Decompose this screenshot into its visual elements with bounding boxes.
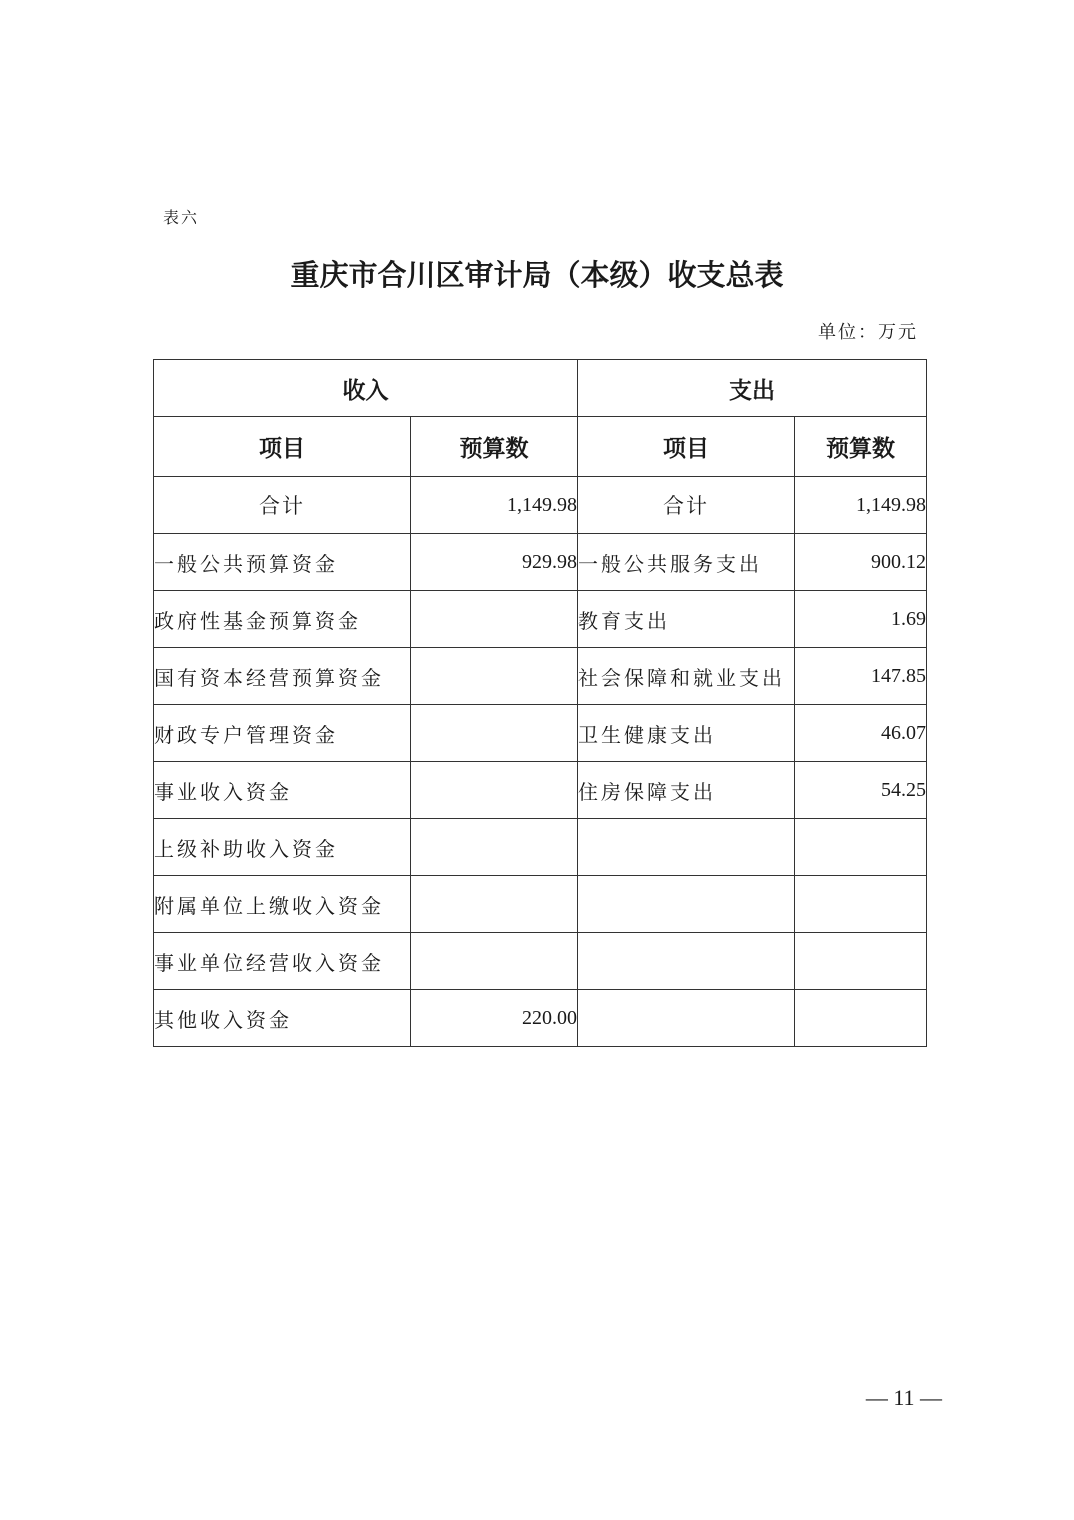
page-number: — 11 — [865,1385,942,1410]
income-item-cell: 事业单位经营收入资金 [154,933,411,990]
expense-item-cell [578,819,795,876]
expense-item-cell: 合计 [578,477,795,534]
expense-item-cell: 社会保障和就业支出 [578,648,795,705]
table-row [154,705,927,762]
income-item-cell: 合计 [154,477,411,534]
expense-amount-cell [795,819,927,876]
income-amount-cell [411,762,578,819]
income-item-cell: 一般公共预算资金 [154,534,411,591]
table-row [154,819,927,876]
table-row [154,876,927,933]
budget-summary-table [153,359,927,1047]
income-amount-cell [411,876,578,933]
income-amount-cell [411,591,578,648]
expense-amount-cell [795,876,927,933]
expense-amount-cell: 1,149.98 [795,477,927,534]
income-amount-cell: 220.00 [411,990,578,1047]
expense-amount-cell: 46.07 [795,705,927,762]
expense-amount-column-header: 预算数 [795,417,927,477]
income-item-cell: 上级补助收入资金 [154,819,411,876]
table-row [154,933,927,990]
expense-item-cell: 一般公共服务支出 [578,534,795,591]
expense-item-cell [578,990,795,1047]
expense-item-cell: 住房保障支出 [578,762,795,819]
income-amount-cell [411,648,578,705]
table-row [154,648,927,705]
page-title: 重庆市合川区审计局（本级）收支总表 [290,258,784,292]
total-row [154,477,927,534]
income-amount-cell [411,819,578,876]
income-item-cell: 财政专户管理资金 [154,705,411,762]
income-amount-cell: 929.98 [411,534,578,591]
expense-item-column-header: 项目 [578,417,795,477]
income-item-cell: 事业收入资金 [154,762,411,819]
expense-item-cell: 卫生健康支出 [578,705,795,762]
table-row [154,591,927,648]
expense-item-cell: 教育支出 [578,591,795,648]
expense-item-cell [578,876,795,933]
expense-amount-cell: 900.12 [795,534,927,591]
income-amount-cell [411,933,578,990]
expense-amount-cell: 147.85 [795,648,927,705]
expense-amount-cell [795,990,927,1047]
expense-section-header: 支出 [578,360,927,417]
income-section-header: 收入 [154,360,578,417]
expense-amount-cell: 54.25 [795,762,927,819]
income-amount-cell: 1,149.98 [411,477,578,534]
unit-label: 单位：万元 [818,322,918,343]
table-row [154,762,927,819]
income-amount-cell [411,705,578,762]
table-row [154,534,927,591]
expense-amount-cell [795,933,927,990]
table-row [154,990,927,1047]
income-amount-column-header: 预算数 [411,417,578,477]
income-item-cell: 国有资本经营预算资金 [154,648,411,705]
expense-amount-cell: 1.69 [795,591,927,648]
table-label: 表六 [163,208,200,227]
income-item-column-header: 项目 [154,417,411,477]
expense-item-cell [578,933,795,990]
column-header-row [154,417,927,477]
income-item-cell: 其他收入资金 [154,990,411,1047]
income-item-cell: 政府性基金预算资金 [154,591,411,648]
income-item-cell: 附属单位上缴收入资金 [154,876,411,933]
section-header-row [154,360,927,417]
